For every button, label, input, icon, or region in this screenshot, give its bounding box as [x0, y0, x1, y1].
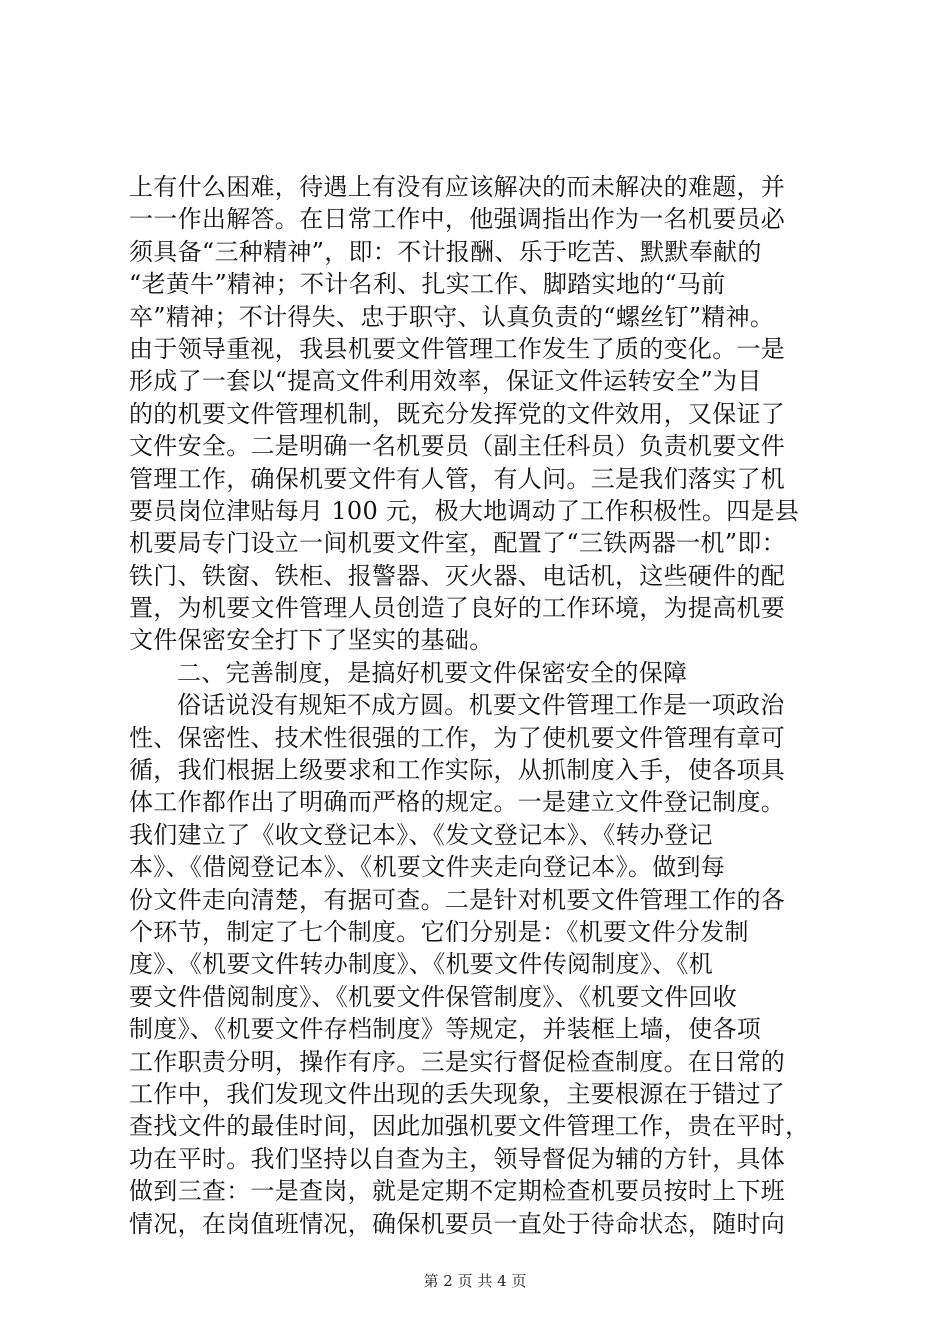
body-text: [129, 171, 849, 1240]
text-line: 形成了一套以“提高文件利用效率，保证文件运转安全”为目: [129, 367, 762, 396]
text-line: 我们建立了《收文登记本》、《发文登记本》、《转办登记: [129, 820, 713, 849]
text-line: 由于领导重视，我县机要文件管理工作发生了质的变化。一是: [129, 334, 786, 363]
page-number: 第 2 页 共 4 页: [423, 1272, 527, 1290]
text-line: 工作中，我们发现文件出现的丢失现象，主要根源在于错过了: [129, 1079, 786, 1108]
text-line: 俗话说没有规矩不成方圆。机要文件管理工作是一项政治: [177, 691, 785, 720]
text-line: 份文件走向清楚，有据可查。二是针对机要文件管理工作的各: [129, 885, 786, 914]
text-line: 个环节，制定了七个制度。它们分别是：《机要文件分发制: [129, 917, 749, 946]
text-line: 文件安全。二是明确一名机要员（副主任科员）负责机要文件: [129, 432, 786, 461]
text-line: 功在平时。我们坚持以自查为主，领导督促为辅的方针，具体: [129, 1144, 786, 1173]
text-line: 度》、《机要文件转办制度》、《机要文件传阅制度》、《机: [129, 950, 714, 979]
text-line: 工作职责分明，操作有序。三是实行督促检查制度。在日常的: [129, 1047, 786, 1076]
text-line: 做到三查：一是查岗，就是定期不定期检查机要员按时上下班: [129, 1177, 786, 1206]
text-line: 本》、《借阅登记本》、《机要文件夹走向登记本》。做到每: [129, 853, 726, 882]
text-line: 要文件借阅制度》、《机要文件保管制度》、《机要文件回收: [129, 982, 738, 1011]
text-line: 循，我们根据上级要求和工作实际，从抓制度入手，使各项具: [129, 756, 786, 785]
text-line: 制度》、《机要文件存档制度》等规定，并装框上墙，使各项: [129, 1015, 762, 1044]
text-line: 的的机要文件管理机制，既充分发挥党的文件效用，又保证了: [129, 399, 786, 428]
page-footer: [0, 1271, 950, 1291]
section-heading: 二、完善制度，是搞好机要文件保密安全的保障: [177, 658, 688, 687]
text-line: 查找文件的最佳时间，因此加强机要文件管理工作，贵在平时，: [129, 1112, 810, 1141]
text-line: 须具备“三种精神”，即：不计报酬、乐于吃苦、默默奉献的: [129, 237, 762, 266]
text-line: 一一作出解答。在日常工作中，他强调指出作为一名机要员必: [129, 205, 786, 234]
text-line: 性、保密性、技术性很强的工作，为了使机要文件管理有章可: [129, 723, 786, 752]
text-line: 情况，在岗值班情况，确保机要员一直处于待命状态，随时向: [129, 1209, 786, 1238]
text-line: 文件保密安全打下了坚实的基础。: [129, 626, 494, 655]
text-line: 机要局专门设立一间机要文件室，配置了“三铁两器一机”即：: [129, 529, 786, 558]
text-line: “老黄牛”精神；不计名利、扎实工作、脚踏实地的“马前: [129, 270, 726, 299]
text-line: 卒”精神；不计得失、忠于职守、认真负责的“螺丝钉”精神。: [129, 302, 775, 331]
text-line: 体工作都作出了明确而严格的规定。一是建立文件登记制度。: [129, 788, 786, 817]
text-line: 上有什么困难，待遇上有没有应该解决的而未解决的难题，并: [129, 173, 786, 201]
text-line: 管理工作，确保机要文件有人管，有人问。三是我们落实了机: [129, 464, 786, 493]
text-line: 置，为机要文件管理人员创造了良好的工作环境，为提高机要: [129, 594, 786, 623]
text-line: 要员岗位津贴每月 100 元，极大地调动了工作积极性。四是县: [129, 496, 800, 525]
text-line: 铁门、铁窗、铁柜、报警器、灭火器、电话机，这些硬件的配: [129, 561, 786, 590]
